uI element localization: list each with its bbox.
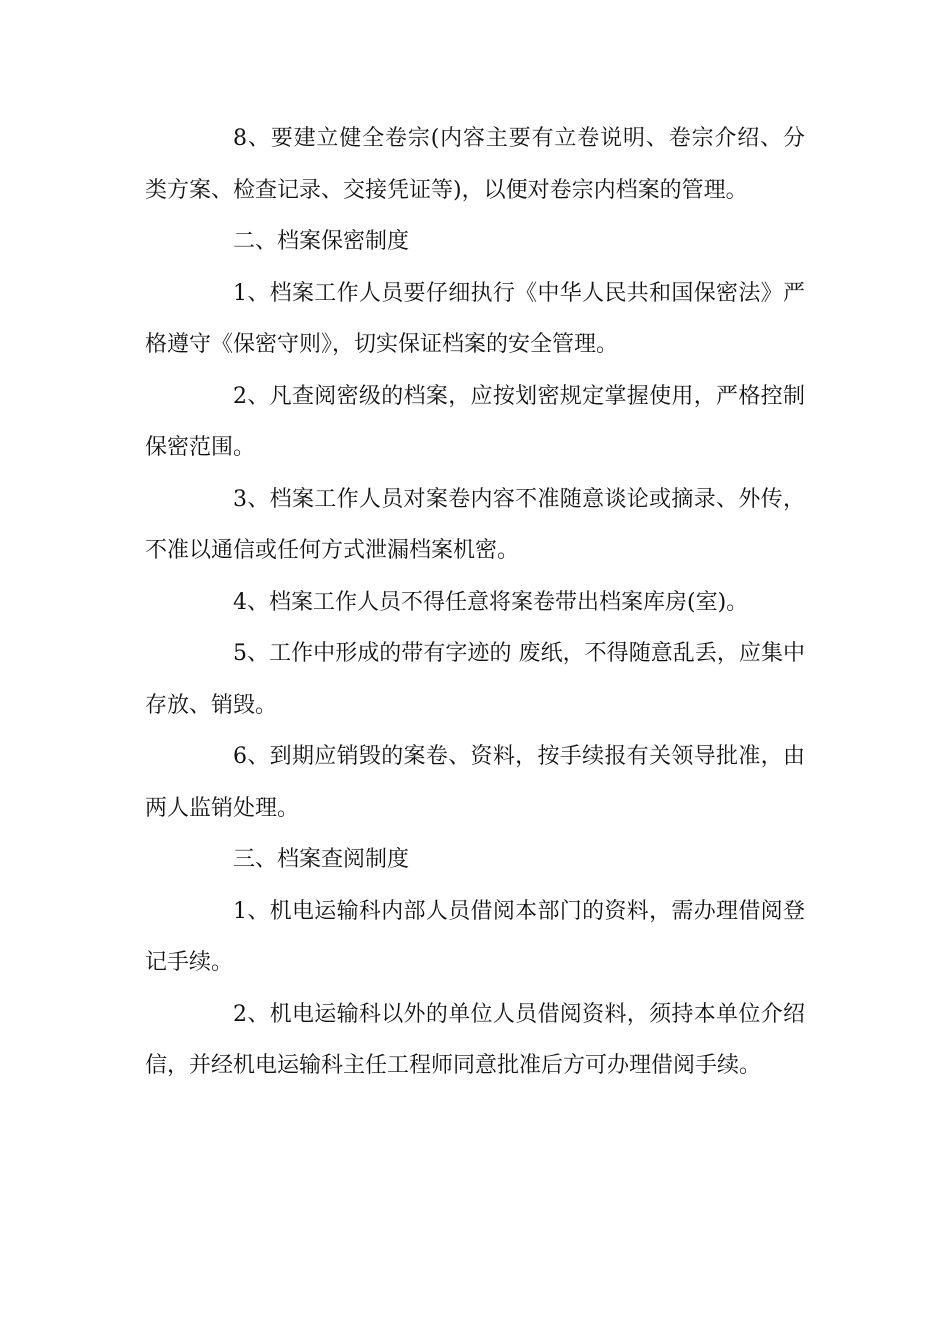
paragraph-confidentiality-4: 4、档案工作人员不得任意将案卷带出档案库房(室)。 (233, 589, 749, 615)
paragraph-access-2: 2、机电运输科以外的单位人员借阅资料，须持本单位介绍信，并经机电运输科主任工程师同意批准后方可办理借阅手续。 (145, 1001, 805, 1078)
paragraph-item-8: 8、要建立健全卷宗(内容主要有立卷说明、卷宗介绍、分类方案、检查记录、交接凭证等)，以便对卷宗内档案的管理。 (145, 126, 805, 203)
section-heading-access: 三、档案查阅制度 (233, 847, 410, 872)
paragraph-confidentiality-2: 2、凡查阅密级的档案，应按划密规定掌握使用，严格控制保密范围。 (145, 383, 805, 460)
document-body (145, 113, 805, 1092)
paragraph-access-1: 1、机电运输科内部人员借阅本部门的资料，需办理借阅登记手续。 (145, 898, 805, 975)
paragraph-confidentiality-1: 1、档案工作人员要仔细执行《中华人民共和国保密法》严格遵守《保密守则》，切实保证档案的安全管理。 (145, 280, 805, 357)
section-heading-confidentiality: 二、档案保密制度 (233, 229, 410, 254)
paragraph-confidentiality-6: 6、到期应销毁的案卷、资料，按手续报有关领导批准，由两人监销处理。 (145, 744, 805, 821)
paragraph-confidentiality-5: 5、工作中形成的带有字迹的 废纸，不得随意乱丢，应集中存放、销毁。 (145, 641, 805, 718)
paragraph-confidentiality-3: 3、档案工作人员对案卷内容不准随意谈论或摘录、外传，不准以通信或任何方式泄漏档案机密。 (145, 486, 805, 563)
